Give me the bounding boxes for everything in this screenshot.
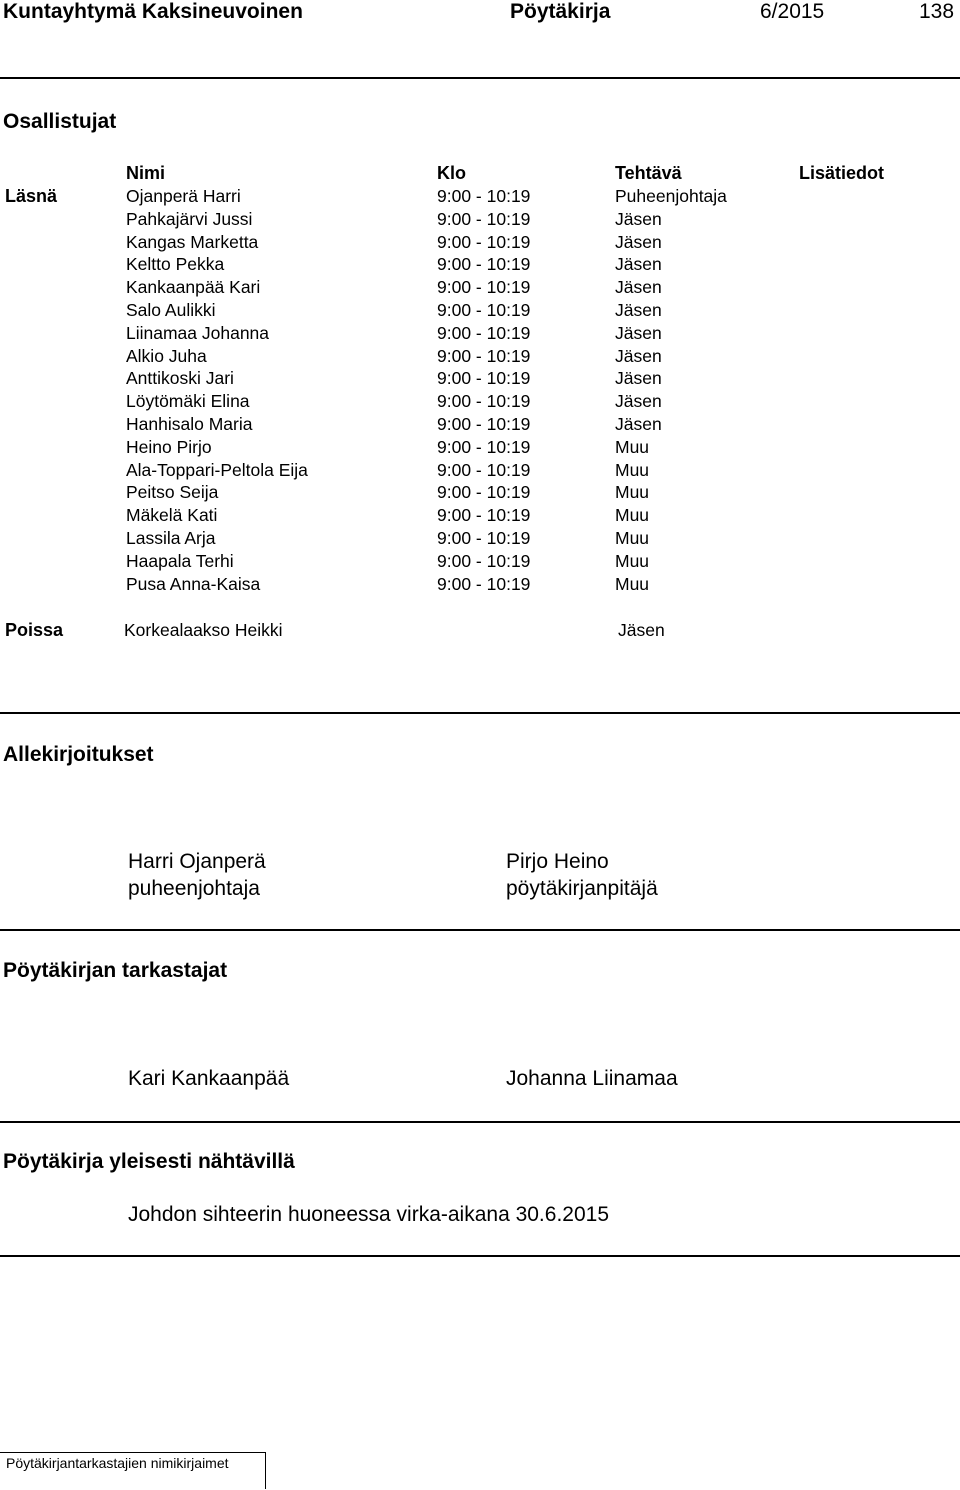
present-name-cell: Peitso Seija — [126, 482, 219, 503]
present-name-cell: Anttikoski Jari — [126, 368, 234, 389]
present-role-cell: Muu — [615, 550, 650, 571]
page-number: 138 — [919, 0, 955, 23]
present-name-cell: Haapala Terhi — [126, 550, 234, 571]
signatures-heading: Allekirjoitukset — [3, 743, 154, 766]
present-time-cell: 9:00 - 10:19 — [437, 436, 531, 457]
column-header-name: Nimi — [126, 163, 166, 183]
present-role-cell: Jäsen — [615, 368, 662, 389]
reviewers-heading: Pöytäkirjan tarkastajat — [3, 959, 228, 982]
present-role-cell: Jäsen — [615, 345, 662, 366]
present-role-cell: Jäsen — [615, 391, 662, 412]
present-name-cell: Alkio Juha — [126, 345, 207, 366]
initials-label: Pöytäkirjantarkastajien nimikirjaimet — [6, 1455, 229, 1471]
present-label: Läsnä — [5, 186, 58, 206]
chair-role: puheenjohtaja — [128, 877, 260, 900]
present-time-cell: 9:00 - 10:19 — [437, 231, 531, 252]
organization-name: Kuntayhtymä Kaksineuvoinen — [3, 0, 303, 23]
absent-label: Poissa — [5, 620, 64, 640]
present-time-cell: 9:00 - 10:19 — [437, 459, 531, 480]
chair-name: Harri Ojanperä — [128, 850, 266, 873]
present-role-cell: Muu — [615, 436, 650, 457]
present-name-cell: Pusa Anna-Kaisa — [126, 573, 261, 594]
document-number: 6/2015 — [760, 0, 825, 23]
present-role-cell: Jäsen — [615, 254, 662, 275]
present-time-cell: 9:00 - 10:19 — [437, 391, 531, 412]
present-role-cell: Jäsen — [615, 414, 662, 434]
present-name-cell: Salo Aulikki — [126, 300, 216, 320]
column-header-role: Tehtävä — [615, 163, 682, 183]
present-time-cell: 9:00 - 10:19 — [437, 482, 531, 503]
present-role-cell: Jäsen — [615, 300, 662, 320]
present-time-cell: 9:00 - 10:19 — [437, 208, 531, 229]
present-time-cell: 9:00 - 10:19 — [437, 322, 531, 343]
present-role-cell: Muu — [615, 528, 650, 548]
present-time-cell: 9:00 - 10:19 — [437, 550, 531, 571]
divider — [0, 1255, 960, 1257]
document-type: Pöytäkirja — [510, 0, 611, 23]
present-time-cell: 9:00 - 10:19 — [437, 573, 531, 594]
present-role-cell: Muu — [615, 482, 650, 503]
present-time-cell: 9:00 - 10:19 — [437, 345, 531, 366]
present-name-cell: Kangas Marketta — [126, 231, 259, 252]
present-time-cell: 9:00 - 10:19 — [437, 505, 531, 526]
present-role-cell: Muu — [615, 505, 650, 526]
present-name-cell: Ojanperä Harri — [126, 186, 241, 206]
participants-heading: Osallistujat — [3, 110, 117, 133]
present-name-cell: Lassila Arja — [126, 528, 216, 548]
present-role-cell: Jäsen — [615, 322, 662, 343]
divider — [0, 712, 960, 714]
reviewer-1: Kari Kankaanpää — [128, 1067, 290, 1090]
present-time-cell: 9:00 - 10:19 — [437, 186, 531, 206]
present-name-cell: Keltto Pekka — [126, 254, 225, 275]
reviewer-2: Johanna Liinamaa — [506, 1067, 678, 1090]
present-role-cell: Jäsen — [615, 231, 662, 252]
divider — [0, 77, 960, 79]
column-header-time: Klo — [437, 163, 466, 183]
divider — [0, 1121, 960, 1123]
secretary-role: pöytäkirjanpitäjä — [506, 877, 658, 900]
publication-text: Johdon sihteerin huoneessa virka-aikana 30.6.2015 — [128, 1203, 610, 1226]
present-name-cell: Löytömäki Elina — [126, 391, 250, 412]
present-time-cell: 9:00 - 10:19 — [437, 414, 531, 434]
present-role-cell: Puheenjohtaja — [615, 186, 727, 206]
absent-role-cell: Jäsen — [618, 620, 665, 640]
present-name-cell: Kankaanpää Kari — [126, 277, 261, 298]
present-time-cell: 9:00 - 10:19 — [437, 254, 531, 275]
publication-heading: Pöytäkirja yleisesti nähtävillä — [3, 1150, 295, 1173]
present-role-cell: Jäsen — [615, 277, 662, 298]
present-name-cell: Mäkelä Kati — [126, 505, 218, 526]
present-name-cell: Pahkajärvi Jussi — [126, 208, 253, 229]
present-role-cell: Muu — [615, 573, 650, 594]
present-time-cell: 9:00 - 10:19 — [437, 528, 531, 548]
present-role-cell: Muu — [615, 459, 650, 480]
present-name-cell: Ala-Toppari-Peltola Eija — [126, 459, 308, 480]
column-header-info: Lisätiedot — [799, 163, 885, 183]
present-time-cell: 9:00 - 10:19 — [437, 368, 531, 389]
absent-name-cell: Korkealaakso Heikki — [124, 620, 283, 640]
present-time-cell: 9:00 - 10:19 — [437, 300, 531, 320]
present-name-cell: Liinamaa Johanna — [126, 322, 270, 343]
present-name-cell: Hanhisalo Maria — [126, 414, 253, 434]
present-name-cell: Heino Pirjo — [126, 436, 212, 457]
present-role-cell: Jäsen — [615, 208, 662, 229]
secretary-name: Pirjo Heino — [506, 850, 609, 873]
present-time-cell: 9:00 - 10:19 — [437, 277, 531, 298]
divider — [0, 929, 960, 931]
